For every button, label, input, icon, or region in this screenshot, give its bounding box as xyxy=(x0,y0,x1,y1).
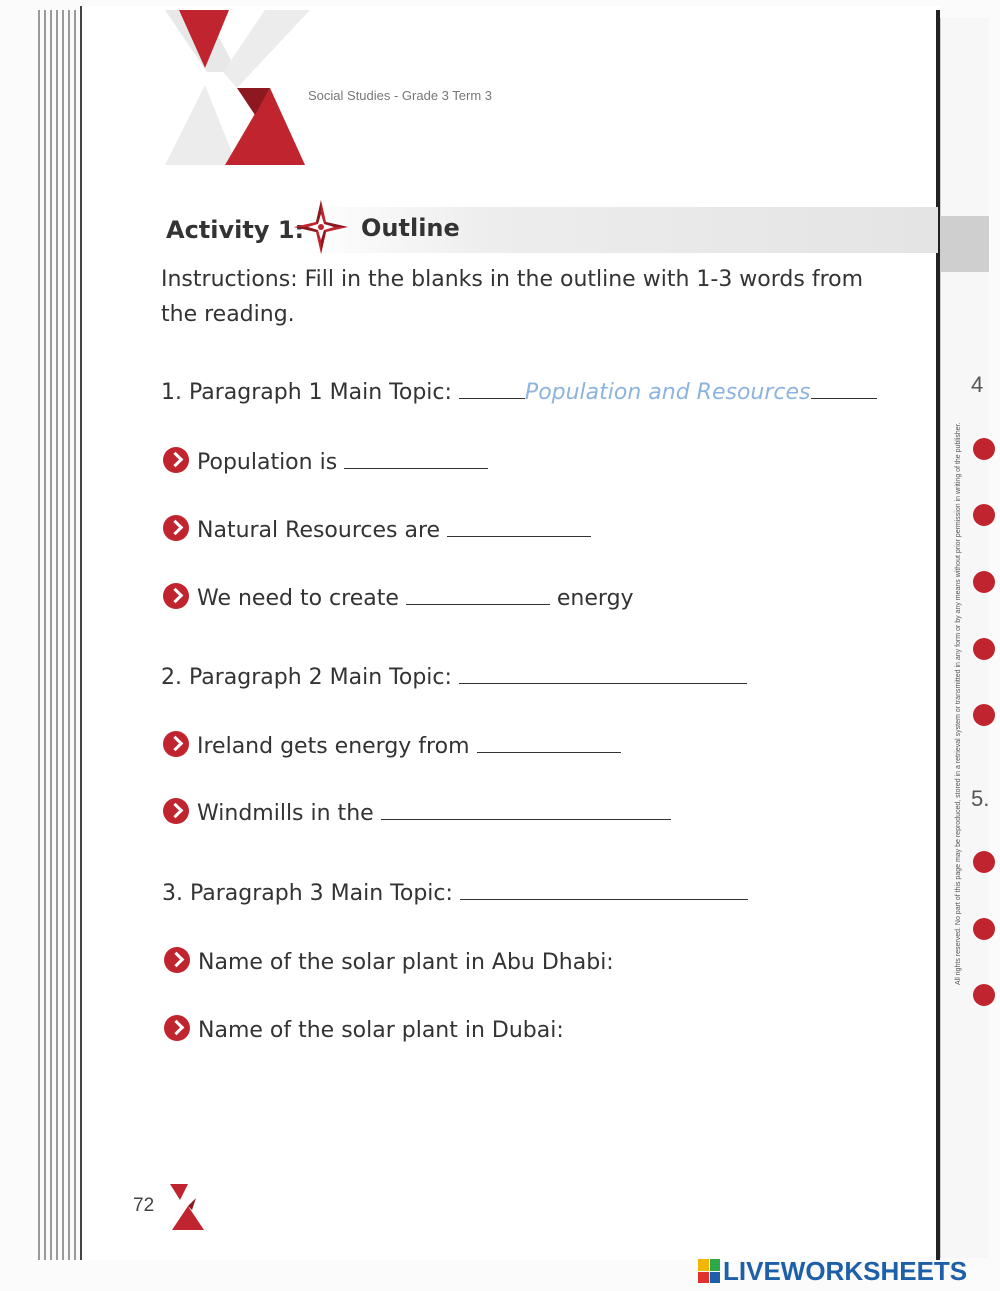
chevron-right-icon xyxy=(163,447,189,473)
activity-label: Activity 1: xyxy=(166,216,305,244)
outline-item: Windmills in the xyxy=(163,798,671,826)
adjacent-number: 4 xyxy=(971,372,984,397)
liveworksheets-watermark xyxy=(698,1256,967,1286)
adjacent-bullet xyxy=(973,638,995,660)
adjacent-bullet xyxy=(973,504,995,526)
outline-row-p2 xyxy=(161,665,747,690)
x-logo-small-icon xyxy=(168,1184,208,1230)
chevron-right-icon xyxy=(164,947,190,973)
watermark-text: LIVEWORKSHEETS xyxy=(723,1255,968,1286)
page-number: 72 xyxy=(133,1195,155,1216)
p2-label: 2. Paragraph 2 Main Topic: xyxy=(161,665,452,690)
outline-item: Ireland gets energy from xyxy=(163,731,621,759)
adjacent-bullet xyxy=(973,571,995,593)
x-logo-icon xyxy=(165,10,310,165)
running-head: Social Studies - Grade 3 Term 3 xyxy=(308,88,493,103)
p1-answer-field[interactable]: Population and Resources xyxy=(524,380,811,405)
adjacent-bullet xyxy=(973,704,995,726)
blank-p3-topic[interactable] xyxy=(460,881,748,900)
adjacent-bullet xyxy=(973,438,995,460)
blank-population[interactable] xyxy=(344,450,488,469)
blank-resources[interactable] xyxy=(447,518,591,537)
outline-item: Name of the solar plant in Abu Dhabi: xyxy=(164,947,614,975)
chevron-right-icon xyxy=(163,583,189,609)
blank-energy[interactable] xyxy=(406,586,550,605)
rights-notice: All rights reserved. No part of this page may be reproduced, stored in a retrieval system or transmitted in any form or by any means without prior permission in writing of the publisher. xyxy=(955,422,962,985)
p1-label: 1. Paragraph 1 Main Topic: xyxy=(161,380,452,405)
outline-item: Name of the solar plant in Dubai: xyxy=(164,1015,564,1043)
adjacent-bullet xyxy=(973,984,995,1006)
outline-item: We need to create energy xyxy=(163,583,634,611)
outline-row-p3 xyxy=(162,881,748,906)
outline-item: Natural Resources are xyxy=(163,515,591,543)
compass-rose-icon xyxy=(294,200,348,254)
liveworksheets-logo-icon xyxy=(698,1259,720,1283)
chevron-right-icon xyxy=(164,1015,190,1041)
adjacent-bullet xyxy=(973,918,995,940)
activity-title: Outline xyxy=(361,214,460,242)
adjacent-page xyxy=(940,18,989,1258)
outline-item: Population is xyxy=(163,447,488,475)
outline-row-p1 xyxy=(161,380,877,405)
worksheet-page xyxy=(80,6,940,1260)
chevron-right-icon xyxy=(163,798,189,824)
chevron-right-icon xyxy=(163,515,189,541)
adjacent-page-band xyxy=(941,216,989,272)
blank-windmills[interactable] xyxy=(381,801,671,820)
instructions-text: Instructions: Fill in the blanks in the outline with 1-3 words from the reading. xyxy=(161,267,864,327)
adjacent-bullet xyxy=(973,851,995,873)
adjacent-number: 5. xyxy=(971,786,990,811)
book-page-edges xyxy=(10,10,80,1260)
blank-ireland[interactable] xyxy=(477,734,621,753)
p3-label: 3. Paragraph 3 Main Topic: xyxy=(162,881,453,906)
chevron-right-icon xyxy=(163,731,189,757)
blank-p2-topic[interactable] xyxy=(459,665,747,684)
